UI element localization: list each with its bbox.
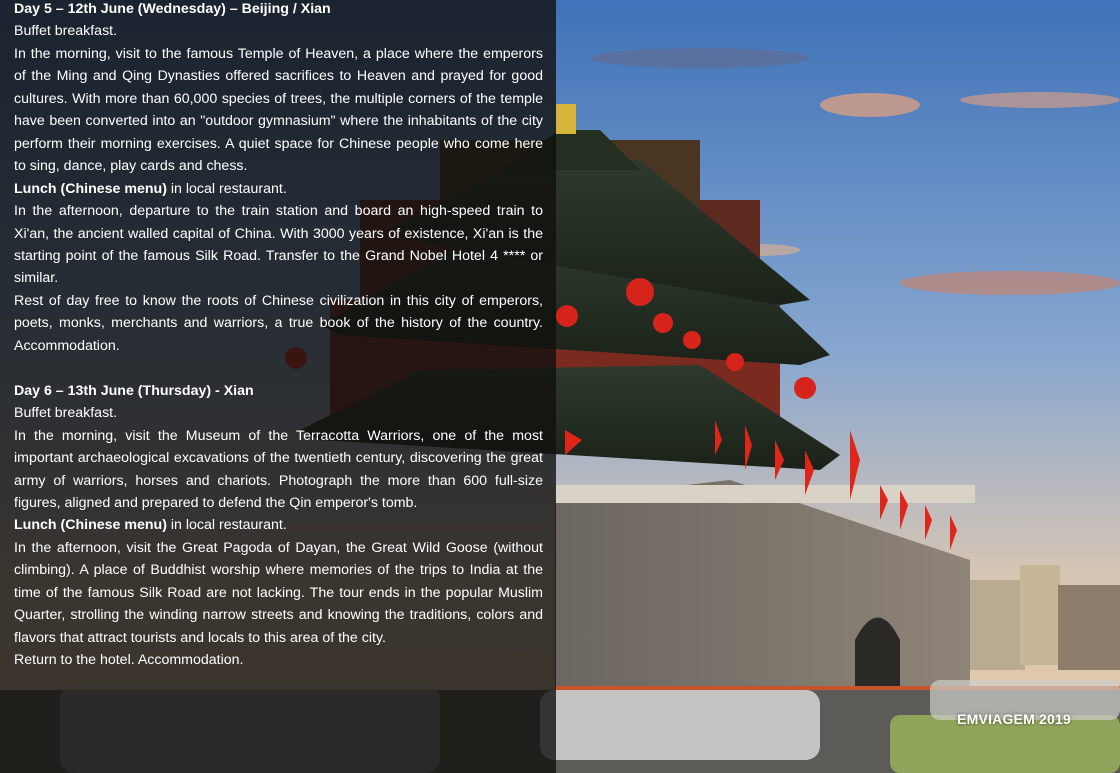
day-6-paragraph: In the morning, visit the Museum of the Terracotta Warriors, one of the most important archaeological excavations of the twentieth century, discovering the great army of warriors, horses and chariots. Photograph the more than 600 full-size figures, aligned and prepared to defend the Qin emperor's tomb. — [14, 427, 543, 511]
day-5-paragraph: In the afternoon, departure to the train station and board an high-speed train to Xi'an, the ancient walled capital of China. With 3000 years of existence, Xi'an is the starting point of the famous Silk Road. Transfer to the Grand Nobel Hotel 4 **** or similar. — [14, 203, 543, 287]
day-6-paragraph: Buffet breakfast. — [14, 405, 118, 422]
day-5-paragraph: In the morning, visit to the famous Temple of Heaven, a place where the emperors of the Ming and Qing Dynasties offered sacrifices to Heaven and prayed for good cultures. With more than 60,000 species of trees, the multiple corners of the temple have been converted into an "outdoor gymnasium" where the inhabitants of the city perform their morning exercises. A quiet space for Chinese people who come here to sing, dance, play cards and chess. — [14, 45, 543, 175]
day-5-paragraph: Rest of day free to know the roots of Chinese civilization in this city of emperors, poets, monks, merchants and warriors, a true book of the history of the country. Accommodation. — [14, 292, 543, 354]
day-6-heading: Day 6 – 13th June (Thursday) - Xian — [14, 382, 254, 399]
day-5-paragraph: Lunch (Chinese menu) in local restaurant. — [14, 180, 287, 197]
day-5-heading: Day 5 – 12th June (Wednesday) – Beijing / Xian — [14, 1, 331, 17]
brand-label: EMVIAGEM 2019 — [957, 711, 1071, 727]
day-5-paragraph: Buffet breakfast. — [14, 23, 118, 40]
day-6-paragraph: Lunch (Chinese menu) in local restaurant. — [14, 517, 287, 534]
section-gap — [14, 357, 543, 379]
day-6-paragraph: Return to the hotel. Accommodation. — [14, 652, 244, 669]
itinerary-text — [14, 0, 543, 672]
day-6-paragraph: In the afternoon, visit the Great Pagoda of Dayan, the Great Wild Goose (without climbing). A place of Buddhist worship where memories of the trips to India at the time of the famous Silk Road are not lacking. The tour ends in the popular Muslim Quarter, strolling the winding narrow streets and knowing the traditions, colors and flavors that attract tourists and locals to this area of the city. — [14, 539, 543, 646]
itinerary-panel — [0, 0, 556, 773]
